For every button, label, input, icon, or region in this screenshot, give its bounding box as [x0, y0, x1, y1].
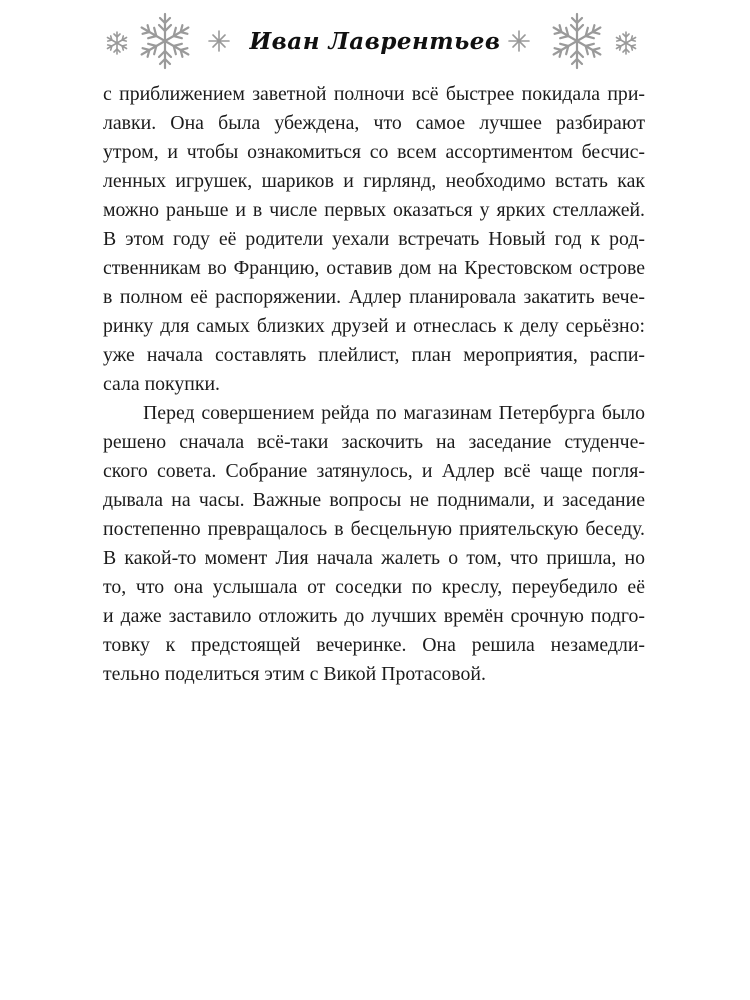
- running-head-author: Иван Лаврентьев: [249, 28, 501, 55]
- paragraph-1: [103, 80, 645, 399]
- text-line: и даже заставило отложить до лучших времён срочную подго-: [103, 605, 645, 627]
- text-line: то, что она услышала от соседки по креслу, переубедило её: [103, 576, 645, 598]
- text-line: ринку для самых близких друзей и отнеслась к делу серьёзно:: [103, 315, 645, 337]
- text-line: утром, и чтобы ознакомиться со всем ассортиментом бесчис-: [103, 141, 645, 163]
- text-line: товку к предстоящей вечеринке. Она решила незамедли-: [103, 634, 645, 656]
- snowflake-icon: [613, 30, 639, 56]
- text-line: можно раньше и в числе первых оказаться у ярких стеллажей.: [103, 199, 645, 221]
- text-line: Перед совершением рейда по магазинам Петербурга было: [143, 402, 645, 424]
- text-line: с приближением заветной полночи всё быстрее покидала при-: [103, 83, 645, 105]
- text-line: сала покупки.: [103, 373, 220, 395]
- text-line: ственникам во Францию, оставив дом на Крестовском острове: [103, 257, 645, 279]
- page-header: [0, 0, 750, 75]
- text-line: в полном её распоряжении. Адлер планировала закатить вече-: [103, 286, 645, 308]
- paragraph-2: [103, 399, 645, 689]
- text-line: ленных игрушек, шариков и гирлянд, необходимо встать как: [103, 170, 645, 192]
- text-line: постепенно превращалось в бесцельную приятельскую беседу.: [103, 518, 645, 540]
- body-text: [103, 80, 645, 689]
- text-line: ского совета. Собрание затянулось, и Адлер всё чаще погля-: [103, 460, 645, 482]
- text-line: лавки. Она была убеждена, что самое лучшее разбирают: [103, 112, 645, 134]
- text-line: уже начала составлять плейлист, план мероприятия, распи-: [103, 344, 645, 366]
- text-line: дывала на часы. Важные вопросы не поднимали, и заседание: [103, 489, 645, 511]
- text-line: решено сначала всё-таки заскочить на заседание студенче-: [103, 431, 645, 453]
- snowflake-icon: [548, 12, 606, 70]
- star-snowflake-icon: [508, 30, 530, 52]
- text-line: В этом году её родители уехали встречать Новый год к род-: [103, 228, 645, 250]
- text-line: В какой-то момент Лия начала жалеть о том, что пришла, но: [103, 547, 645, 569]
- text-line: тельно поделиться этим с Викой Протасовой.: [103, 663, 486, 685]
